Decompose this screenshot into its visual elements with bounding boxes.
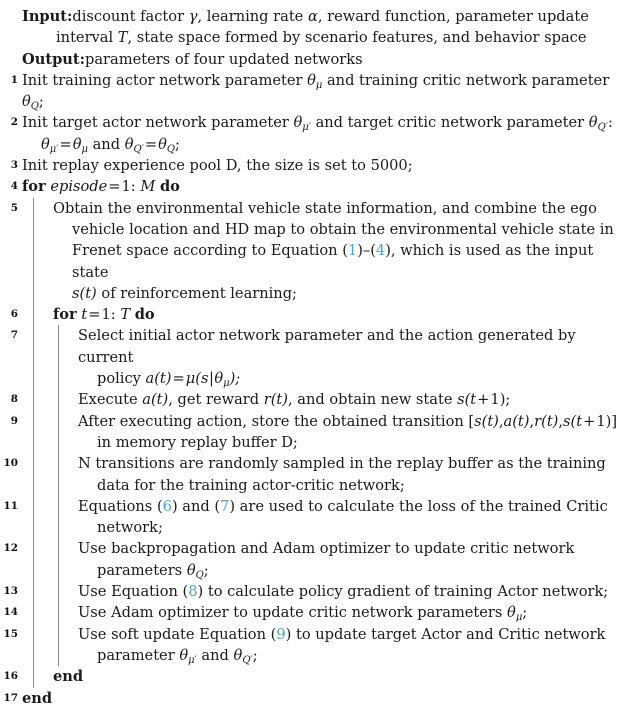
end-keyword: end <box>53 668 84 686</box>
do-keyword: do <box>159 178 180 196</box>
line-number: 14 <box>3 606 18 619</box>
state-arg: (t) <box>481 412 499 430</box>
equation-ref-6[interactable]: 6 <box>162 497 172 515</box>
l1-text-b: and training critic network parameter <box>322 71 610 89</box>
state-symbol: s <box>72 284 80 302</box>
line-body <box>58 602 621 623</box>
l13-a: Use Equation ( <box>78 583 189 601</box>
transition-open-bracket: [ <box>468 412 475 430</box>
next-state-open: (t <box>570 412 583 430</box>
l5-text-a: Obtain the environmental vehicle state information, and combine the ego <box>53 199 597 217</box>
state-increment: 1 <box>490 391 500 409</box>
theta-symbol: θ <box>158 135 167 153</box>
theta-subscript: μ <box>515 612 523 624</box>
l2-main <box>22 112 621 133</box>
l1-text-c: ; <box>38 93 44 111</box>
end-keyword: end <box>22 689 53 707</box>
input-line <box>0 6 625 27</box>
loop-end: M <box>140 178 156 196</box>
comma: , <box>498 412 504 430</box>
action-symbol: a <box>503 412 513 430</box>
l14-a: Use Adam optimizer to update critic network parameters <box>78 604 508 622</box>
action-arg: (t) <box>150 391 169 409</box>
l10-text-a: N transitions are randomly sampled in the replay buffer as the training <box>78 455 606 473</box>
l2-text-c: : <box>607 114 613 132</box>
theta-subscript: μ <box>315 79 323 91</box>
state-close: ); <box>499 391 511 409</box>
l14-b: ; <box>522 604 528 622</box>
line-number: 13 <box>3 585 18 598</box>
l7-text-a: Select initial actor network parameter and the action generated by current <box>78 327 576 366</box>
equation-ref-1[interactable]: 1 <box>347 242 358 260</box>
l11-a: Equations ( <box>78 497 163 515</box>
equals-operator: = <box>172 370 185 388</box>
l2-text-b: and target critic network parameter <box>310 114 589 132</box>
algorithm-line-13 <box>0 581 625 602</box>
line-guides <box>33 411 625 454</box>
line-number: 1 <box>10 73 18 86</box>
algorithm-line-12 <box>0 538 625 581</box>
line-guides <box>33 581 625 602</box>
line-guides <box>33 389 625 410</box>
theta-symbol: θ <box>233 646 243 664</box>
do-keyword: do <box>134 306 155 324</box>
line-body <box>0 688 625 709</box>
interval-T-symbol: T <box>117 29 128 47</box>
theta-symbol: θ <box>293 114 303 132</box>
line-number: 6 <box>10 308 18 321</box>
l11-c: ) are used to calculate the loss of the trained Critic <box>229 497 608 515</box>
next-state-symbol: s <box>563 412 571 430</box>
line-number: 12 <box>3 542 18 555</box>
theta-subscript: Q <box>195 569 204 581</box>
line-body: Init replay experience pool D, the size is set to 5000; <box>22 157 413 175</box>
state-symbol: s <box>200 370 209 388</box>
theta-symbol: θ <box>214 370 224 388</box>
loop-variable: episode <box>50 178 108 196</box>
line-body <box>58 624 621 667</box>
reward-symbol: r <box>534 412 542 430</box>
algorithm-io-header <box>0 6 625 70</box>
reward-symbol: r <box>263 391 271 409</box>
l15-text-c <box>78 645 621 666</box>
theta-symbol: θ <box>41 135 50 153</box>
line-body <box>58 411 621 454</box>
algorithm-line-14 <box>0 602 625 623</box>
theta-symbol: θ <box>186 561 196 579</box>
l5-c1: Frenet space according to Equation ( <box>72 242 348 260</box>
loop-start: 1 <box>121 178 131 196</box>
input-cont-b: , state space formed by scenario features, and behavior space <box>127 29 587 47</box>
plus-operator: + <box>583 412 596 430</box>
algorithm-line-6 <box>0 304 625 325</box>
equation-ref-8[interactable]: 8 <box>188 583 198 601</box>
theta-subscript: Q <box>30 100 39 112</box>
next-state-increment: 1) <box>596 412 612 430</box>
algorithm-line-7 <box>0 325 625 389</box>
theta-symbol: θ <box>124 135 134 153</box>
state-arg: (t) <box>79 284 97 302</box>
loop-colon: : <box>130 178 136 196</box>
l12-c: ; <box>203 561 209 579</box>
equation-ref-9[interactable]: 9 <box>276 625 286 643</box>
theta-subscript: Q′ <box>133 143 144 155</box>
output-text: parameters of four updated networks <box>85 50 363 68</box>
algorithm-line-4 <box>0 176 625 197</box>
input-text-c: , reward function, parameter update <box>317 8 589 25</box>
algorithm-line-3 <box>0 155 625 176</box>
l2-end: ; <box>175 135 180 153</box>
state-symbol: s <box>474 412 482 430</box>
line-body <box>58 325 621 389</box>
equation-ref-4[interactable]: 4 <box>375 242 386 260</box>
input-cont-a: interval <box>56 29 118 47</box>
theta-symbol: θ <box>179 646 189 664</box>
line-body <box>58 538 621 581</box>
input-text-b: , learning rate <box>197 8 308 25</box>
theta-symbol: θ <box>72 135 82 153</box>
algorithm-line-11 <box>0 496 625 539</box>
action-arg: (t) <box>512 412 530 430</box>
input-line-continued <box>0 27 625 48</box>
output-label: Output: <box>22 50 86 68</box>
algorithm-line-5 <box>0 198 625 304</box>
l5-d-rest: of reinforcement learning; <box>96 284 297 302</box>
line-number: 3 <box>10 159 18 172</box>
theta-symbol: θ <box>507 604 516 622</box>
close-paren: ); <box>229 370 241 388</box>
l2-and: and <box>87 135 125 153</box>
comma: , <box>558 412 564 430</box>
line-body <box>58 496 621 539</box>
line-number: 4 <box>10 180 18 193</box>
l15-b: ) to update target Actor and Critic network <box>285 625 606 643</box>
loop-colon: : <box>110 306 116 324</box>
theta-subscript: μ′ <box>49 143 59 155</box>
input-label: Input: <box>22 8 73 25</box>
action-symbol: a <box>145 370 155 388</box>
l12-text-a: Use backpropagation and Adam optimizer to update critic network <box>78 540 575 558</box>
l11-text-d: network; <box>97 519 163 537</box>
line-guides <box>33 453 625 496</box>
line-guides <box>33 496 625 539</box>
equals-operator: = <box>88 306 101 324</box>
for-keyword: for <box>53 306 77 324</box>
algorithm-line-16 <box>0 666 625 687</box>
loop-start: 1 <box>101 306 111 324</box>
theta-symbol: θ <box>22 93 31 111</box>
theta-subscript: μ <box>223 377 230 389</box>
l5-text-d <box>53 283 621 304</box>
l9-text-b: in memory replay buffer D; <box>97 433 298 451</box>
l15-text-a <box>78 624 621 645</box>
line-number: 11 <box>3 499 18 512</box>
l15-a: Use soft update Equation ( <box>78 625 277 643</box>
l8-text-b: , get reward <box>168 391 264 409</box>
mu-symbol: μ <box>185 370 196 388</box>
l7-policy-equation <box>78 368 621 389</box>
gamma-symbol: γ <box>188 8 198 25</box>
line-number: 5 <box>10 201 18 214</box>
l7-policy-label: policy <box>97 370 146 388</box>
plus-operator: + <box>477 391 490 409</box>
action-symbol: a <box>142 391 151 409</box>
line-guides <box>33 624 625 667</box>
state-symbol: s <box>457 391 465 409</box>
algorithm-line-2 <box>0 112 625 155</box>
l1-text-a: Init training actor network parameter <box>22 71 308 89</box>
l8-text-c: , and obtain new state <box>287 391 458 409</box>
transition-close-bracket: ] <box>611 412 618 430</box>
alpha-symbol: α <box>307 8 318 25</box>
line-body <box>58 581 621 602</box>
theta-symbol: θ <box>588 114 598 132</box>
theta-subscript: μ′ <box>302 122 311 134</box>
l15-e: ; <box>252 646 258 664</box>
l12-b: parameters <box>97 561 187 579</box>
l10-text-b: data for the training actor-critic network; <box>97 476 405 494</box>
equals-operator: = <box>144 135 158 153</box>
line-body <box>0 112 625 155</box>
line-number: 15 <box>3 627 18 640</box>
l15-c: parameter <box>97 646 180 664</box>
line-number: 9 <box>10 414 18 427</box>
theta-subscript: Q′ <box>242 654 253 666</box>
line-number: 16 <box>3 670 18 683</box>
line-body <box>33 198 625 304</box>
l15-d: and <box>196 646 234 664</box>
l5-text-c <box>53 240 621 283</box>
line-number: 8 <box>10 393 18 406</box>
l5-text-b: vehicle location and HD map to obtain the environmental vehicle state in <box>72 220 614 238</box>
l5-c3: ), which is used as the input state <box>72 242 594 281</box>
line-body <box>58 389 621 410</box>
equals-operator: = <box>59 135 72 153</box>
line-guides <box>33 602 625 623</box>
line-body <box>0 70 625 113</box>
output-line <box>0 49 625 70</box>
l11-text-a <box>78 496 621 517</box>
l11-b: ) and ( <box>171 497 221 515</box>
comma: , <box>529 412 535 430</box>
conditional-bar: | <box>208 370 214 388</box>
l12-text-b <box>78 560 621 581</box>
reward-arg: (t) <box>270 391 288 409</box>
theta-subscript: Q′ <box>597 122 608 134</box>
algorithm-line-17 <box>0 688 625 709</box>
theta-symbol: θ <box>307 71 316 89</box>
algorithm-line-10 <box>0 453 625 496</box>
action-arg: (t) <box>154 370 172 388</box>
line-body <box>33 666 625 687</box>
equals-operator: = <box>108 178 121 196</box>
input-text-a: discount factor <box>72 8 189 25</box>
open-paren: ( <box>195 370 201 388</box>
loop-end: T <box>120 306 131 324</box>
reward-arg: (t) <box>541 412 559 430</box>
line-guides <box>33 325 625 389</box>
theta-subscript: Q <box>166 143 176 155</box>
theta-subscript: μ′ <box>188 654 197 666</box>
theta-subscript: μ <box>81 143 88 155</box>
l13-b: ) to calculate policy gradient of training Actor network; <box>197 583 609 601</box>
l9-transition-line <box>78 411 621 432</box>
l9-text-a: After executing action, store the obtained transition <box>78 412 469 430</box>
for-keyword: for <box>22 178 46 196</box>
algorithm-line-15 <box>0 624 625 667</box>
algorithm-line-9 <box>0 411 625 454</box>
line-guides <box>33 538 625 581</box>
line-number: 7 <box>10 329 18 342</box>
l8-text-a: Execute <box>78 391 143 409</box>
state-open: (t <box>464 391 477 409</box>
l2-equation-line <box>22 134 621 155</box>
equation-ref-7[interactable]: 7 <box>220 497 230 515</box>
line-number: 2 <box>10 116 18 129</box>
line-number: 10 <box>3 457 18 470</box>
algorithm-line-1 <box>0 70 625 113</box>
algorithm-line-8 <box>0 389 625 410</box>
line-body <box>58 453 621 496</box>
line-body <box>33 304 625 325</box>
l2-text-a: Init target actor network parameter <box>22 114 294 132</box>
loop-variable: t <box>81 306 88 324</box>
line-number: 17 <box>3 691 18 704</box>
l5-c2: )–( <box>357 242 376 260</box>
line-body <box>0 176 625 197</box>
